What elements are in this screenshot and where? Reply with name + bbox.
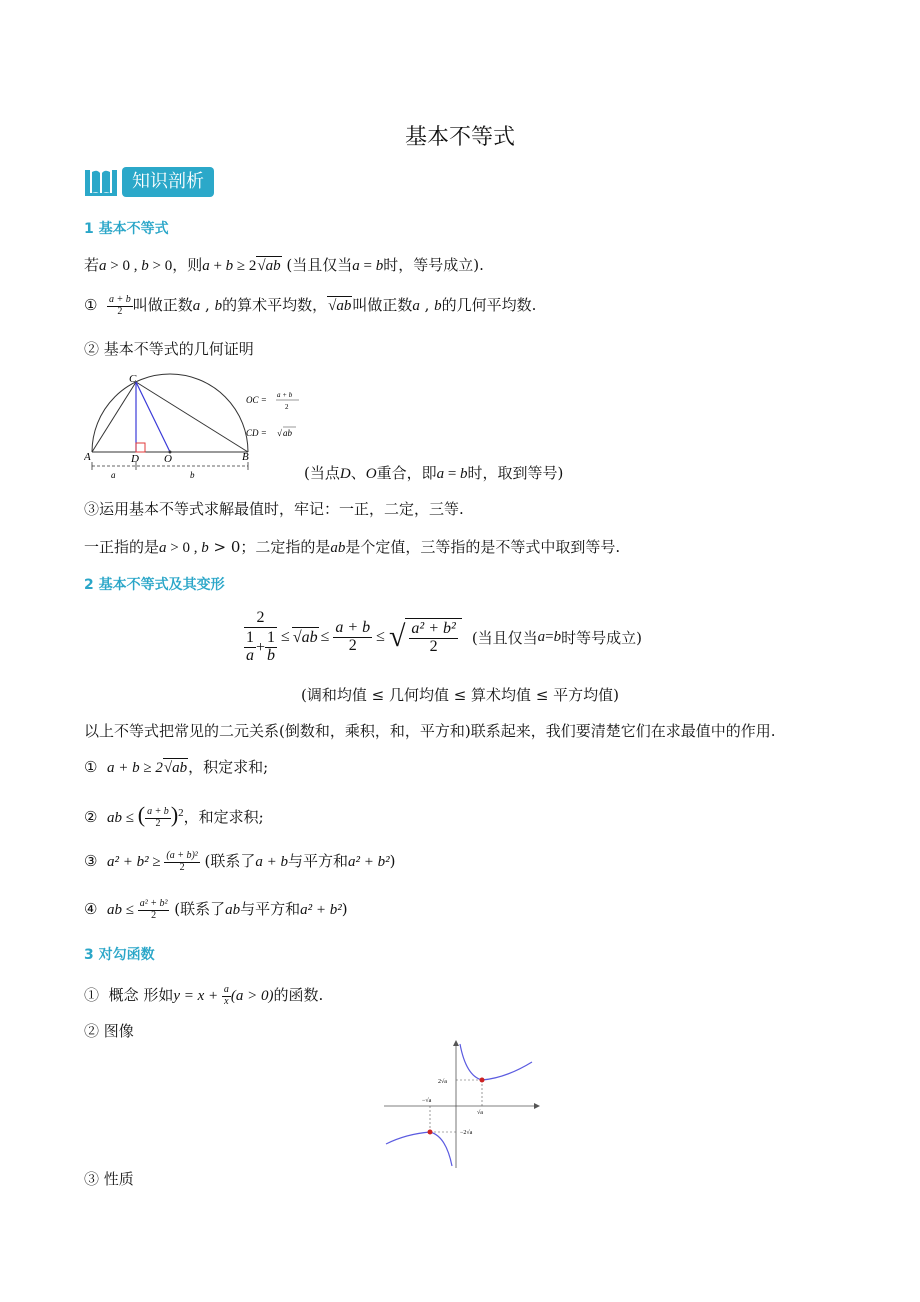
svg-text:√: √ [277,428,282,438]
label-D: D [131,453,139,465]
heading-basic-inequality: 1 基本不等式 [84,221,169,237]
hook-graph-heading: ② 图像 [84,1022,134,1040]
label-neg-sqrt-a: −√a [422,1098,432,1104]
geometry-equality-note: (当点D、O重合，即a = b时，取到等号) [304,464,564,482]
maximum-point [428,1130,433,1135]
remember-line: ③运用基本不等式求解最值时，牢记：一正，二定，三等. [84,500,464,518]
label-sqrt-a: √a [477,1110,483,1116]
heading-hook-function: 3 对勾函数 [84,947,155,963]
oc-num: a + b [277,391,293,399]
statement-line: 若a > 0 , b > 0，则a + b ≥ 2√ab (当且仅当a = b时，等号成立). [84,256,484,274]
mean-order-note: (调和均值 ≤ 几何均值 ≤ 算术均值 ≤ 平方均值) [300,686,620,704]
label-b: b [190,470,195,480]
minimum-point [480,1078,485,1083]
relation-summary-line: 以上不等式把常见的二元关系(倒数和，乘积，和，平方和)联系起来，我们要清楚它们在求最值中的作用. [84,722,776,740]
oc-label: OC = [246,395,267,405]
book-icon [84,167,118,197]
page-title: 基本不等式 [404,125,515,150]
hook-function-graph [382,1040,542,1170]
label-neg-2sqrt-a: −2√a [460,1130,473,1136]
variant-2: ② ab ≤ ( $\frac{a + b}{2}$ )$^2$，和定求积; [84,802,264,829]
cd-sqrt: ab [283,428,292,438]
hook-concept-line: ① 概念 形如y = x + $\frac{a}{x}$ (a > 0)的函数. [84,984,324,1007]
label-a: a [111,470,116,480]
label-2sqrt-a: 2√a [438,1079,447,1085]
section-badge [84,164,214,200]
variant-1: ① a + b ≥ 2√ab，积定求和; [84,758,269,776]
mean-definition-line: ① $\frac{a + b}{2}$ 叫做正数a , b的算术平均数，√ab叫做正数a , b的几何平均数. [84,294,537,317]
hook-properties-heading: ③ 性质 [84,1170,134,1188]
label-A: A [84,451,91,463]
geometry-proof-heading: ② 基本不等式的几何证明 [84,340,254,358]
variant-3: ③ a² + b² ≥ $\frac{\text{(a + b)²}}{2}$ (联系了a + b与平方和a² + b²) [84,850,396,873]
label-B: B [242,451,249,463]
heading-variants: 2 基本不等式及其变形 [84,577,225,593]
semicircle-proof-figure [84,372,314,482]
label-O: O [164,453,172,465]
label-C: C [129,373,137,385]
cd-label: CD = [246,428,267,438]
variant-4: ④ ab ≤ $\frac{\text{a² + b²}}{2}$ (联系了ab与平方和a² + b²) [84,898,348,921]
oc-den: 2 [285,403,289,411]
section-badge-label: 知识剖析 [122,167,214,197]
mean-inequality-chain: 2 $\frac{1}{a}$ + $\frac{1}{b}$ ≤ √ab ≤ $\frac{a + b}{2}$ ≤ √ $\frac{\text{a² + b²}}{2}$ (当且仅当 a = b 时等号成立) [246,609,642,664]
explanation-line: 一正指的是a > 0 , b > 0；二定指的是ab是个定值，三等指的是不等式中取到等号. [84,538,621,556]
